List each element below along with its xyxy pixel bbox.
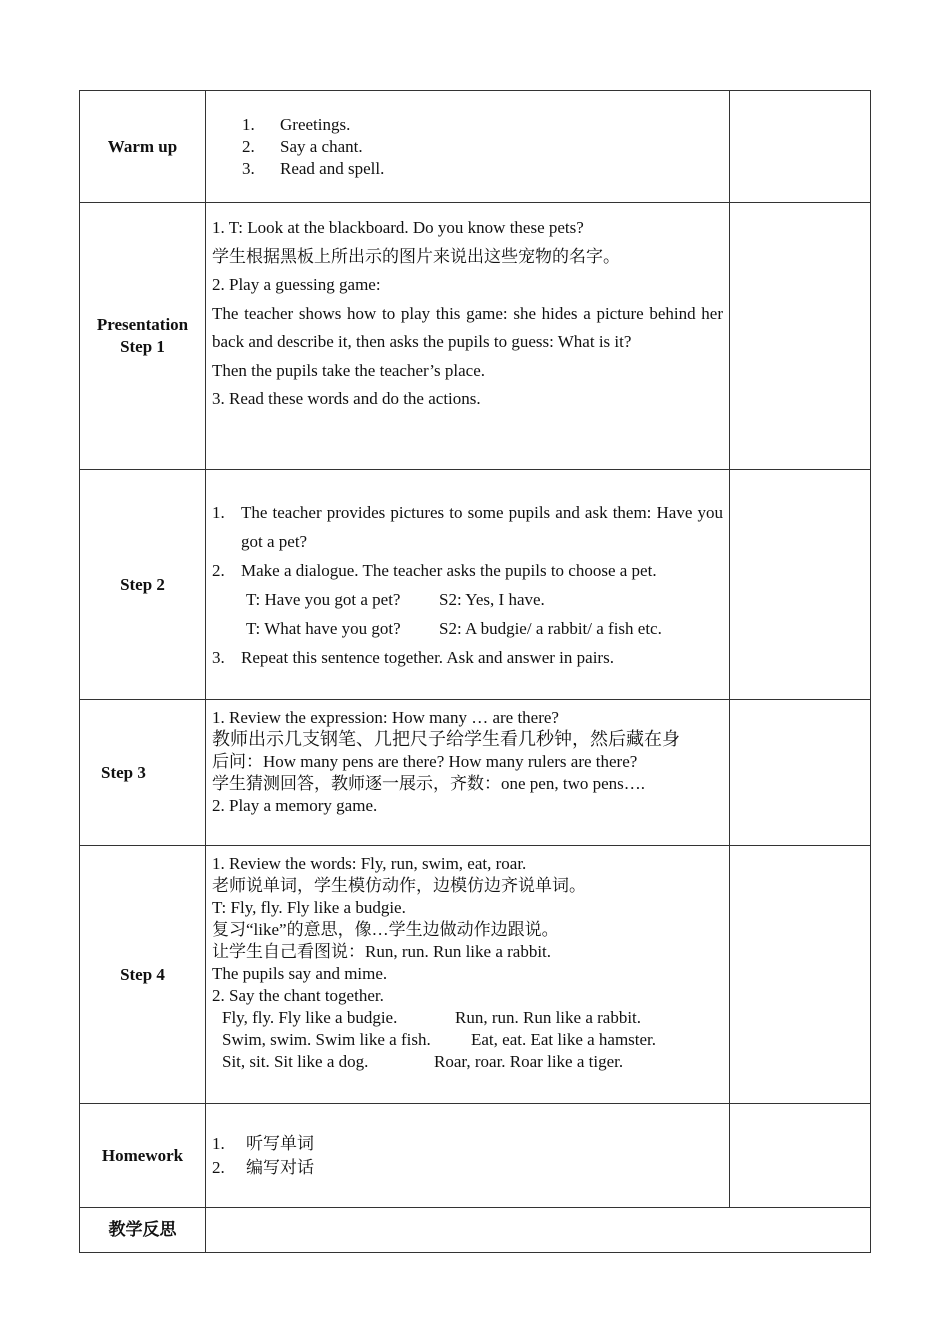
text-line: 2. Play a memory game. (212, 796, 378, 815)
text-line: The pupils say and mime. (212, 964, 388, 983)
table-row (80, 1104, 871, 1208)
row-label-presentation (80, 203, 206, 470)
text-line: 1. Review the words: Fly, run, swim, eat, roar. (212, 854, 527, 873)
list-item: 2. Say a chant. (242, 136, 363, 156)
text-line: 2. Play a guessing game: (212, 275, 381, 294)
text-line: 后问：How many pens are there? How many rulers are there? (212, 752, 638, 772)
table-row (80, 470, 871, 700)
list-item: 2. 编写对话 (212, 1157, 314, 1178)
chant-line: Sit, sit. Sit like a dog. Roar, roar. Roar like a tiger. (222, 1052, 624, 1071)
table-row (80, 1208, 871, 1253)
text-line: 1. T: Look at the blackboard. Do you know these pets? (212, 218, 584, 237)
empty-cell (730, 203, 871, 470)
list-item: 2. Make a dialogue. The teacher asks the pupils to choose a pet. (212, 560, 657, 580)
presentation-content (206, 203, 730, 470)
row-label-step-2: Step 2 (80, 470, 206, 700)
table-row (80, 203, 871, 470)
text-line: 老师说单词，学生模仿动作，边模仿边齐说单词。 (212, 876, 586, 896)
text-line: 3. Read these words and do the actions. (212, 389, 481, 408)
row-label-reflection: 教学反思 (80, 1208, 206, 1253)
row-label-line: Step 1 (120, 337, 165, 356)
empty-cell (730, 91, 871, 203)
empty-cell (730, 700, 871, 846)
table-row (80, 846, 871, 1104)
row-label-warm-up: Warm up (80, 91, 206, 203)
text-line: 学生猜测回答，教师逐一展示，齐数：one pen, two pens…. (212, 774, 646, 794)
list-item: 1. Greetings. (242, 114, 351, 134)
text-line: 让学生自己看图说：Run, run. Run like a rabbit. (212, 942, 552, 962)
warm-up-content (206, 91, 730, 203)
empty-cell (730, 470, 871, 700)
dialogue-line: T: Have you got a pet? S2: Yes, I have. (246, 589, 545, 609)
text-line: 教师出示几支钢笔、几把尺子给学生看几秒钟，然后藏在身 (212, 729, 680, 750)
list-item: 3. Repeat this sentence together. Ask and answer in pairs. (212, 647, 614, 667)
text-line: Then the pupils take the teacher’s place. (212, 360, 485, 380)
reflection-content (206, 1208, 871, 1253)
list-item: 1. The teacher provides pictures to some pupils and ask them: Have you got a pet? (212, 502, 723, 551)
step-4-content (206, 846, 730, 1104)
chant-line: Fly, fly. Fly like a budgie. Run, run. Run like a rabbit. (222, 1008, 642, 1027)
list-item: 1. 听写单词 (212, 1133, 314, 1154)
text-line: 复习“like”的意思，像…学生边做动作边跟说。 (212, 920, 559, 940)
row-label-step-3: Step 3 (80, 700, 206, 846)
text-line: 2. Say the chant together. (212, 986, 384, 1005)
chant-line: Swim, swim. Swim like a fish. Eat, eat. Eat like a hamster. (222, 1030, 657, 1049)
step-2-content (206, 470, 730, 700)
row-label-step-4: Step 4 (80, 846, 206, 1104)
row-label-homework: Homework (80, 1104, 206, 1208)
text-line: T: Fly, fly. Fly like a budgie. (212, 898, 406, 917)
text-line: 1. Review the expression: How many … are there? (212, 708, 559, 727)
table-row (80, 700, 871, 846)
empty-cell (730, 1104, 871, 1208)
empty-cell (730, 846, 871, 1104)
text-line: 学生根据黑板上所出示的图片来说出这些宠物的名字。 (212, 246, 620, 267)
dialogue-line: T: What have you got? S2: A budgie/ a rabbit/ a fish etc. (246, 618, 662, 638)
row-label-line: Presentation (96, 315, 189, 334)
list-item: 3. Read and spell. (242, 158, 385, 178)
text-paragraph: The teacher shows how to play this game: she hides a picture behind her back and describe it, then asks the pupils to guess: What is it? (212, 303, 723, 351)
step-3-content (206, 700, 730, 846)
table-row (80, 91, 871, 203)
homework-content (206, 1104, 730, 1208)
lesson-plan-table (79, 90, 871, 1253)
